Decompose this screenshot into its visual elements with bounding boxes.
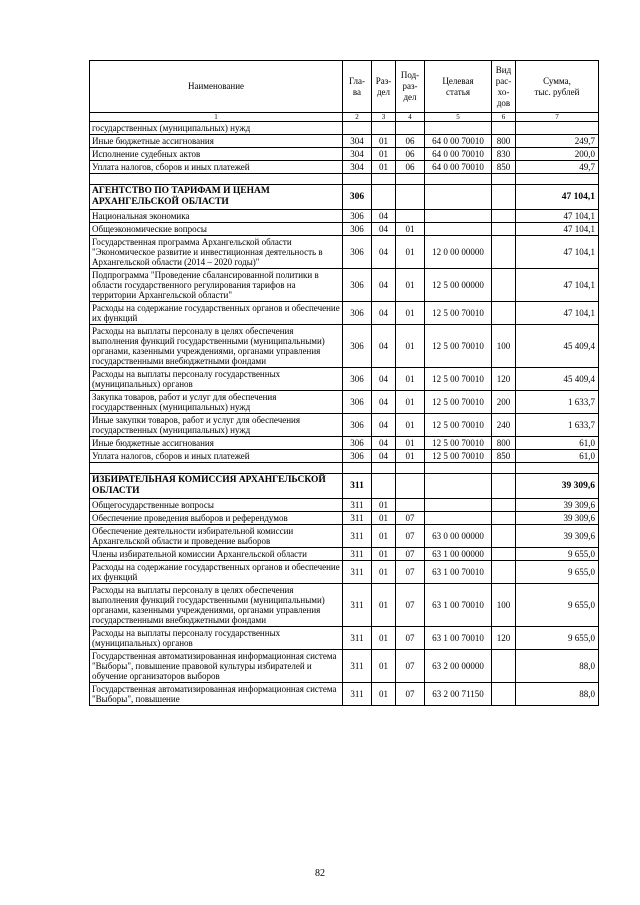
row-sum: 9 655,0: [516, 548, 599, 561]
row-target: 63 1 00 70010: [425, 584, 492, 627]
header-sum: Сумма, тыс. рублей: [516, 61, 599, 113]
row-chapter: 306: [343, 210, 372, 223]
row-name: Расходы на выплаты персоналу государственных (муниципальных) органов: [90, 368, 343, 391]
row-chapter: 306: [343, 368, 372, 391]
row-exp-type: [492, 223, 516, 236]
row-name: Государственная автоматизированная информационная система "Выборы", повышение: [90, 683, 343, 706]
spacer-cell: [396, 174, 425, 185]
row-subsection: 06: [396, 161, 425, 174]
row-exp-type: [492, 525, 516, 548]
table-row: [90, 210, 599, 223]
row-name: Члены избирательной комиссии Архангельской области: [90, 548, 343, 561]
row-chapter: 306: [343, 223, 372, 236]
spacer-cell: [90, 463, 343, 474]
row-exp-type: [492, 269, 516, 302]
row-section: 04: [372, 368, 396, 391]
col-number: 2: [343, 113, 372, 122]
row-section: [372, 185, 396, 210]
section-heading-row: [90, 474, 599, 499]
header-subsection: Под- раз- дел: [396, 61, 425, 113]
row-sum: 9 655,0: [516, 561, 599, 584]
row-section: 04: [372, 414, 396, 437]
section-heading-row: [90, 185, 599, 210]
row-sum: 1 633,7: [516, 414, 599, 437]
col-number: 5: [425, 113, 492, 122]
row-section: 01: [372, 161, 396, 174]
row-subsection: 01: [396, 368, 425, 391]
header-exp-type: Вид рас- хо- дов: [492, 61, 516, 113]
row-target: 63 2 00 00000: [425, 650, 492, 683]
row-sum: 45 409,4: [516, 325, 599, 368]
spacer-cell: [372, 174, 396, 185]
row-subsection: 07: [396, 584, 425, 627]
row-subsection: 01: [396, 450, 425, 463]
table-row: [90, 135, 599, 148]
row-sum: 39 309,6: [516, 499, 599, 512]
row-exp-type: [492, 683, 516, 706]
row-exp-type: [492, 474, 516, 499]
row-target: [425, 210, 492, 223]
row-target: 12 5 00 00000: [425, 269, 492, 302]
row-exp-type: [492, 185, 516, 210]
spacer-cell: [425, 463, 492, 474]
row-exp-type: [492, 499, 516, 512]
row-exp-type: 100: [492, 584, 516, 627]
row-target: [425, 512, 492, 525]
row-section: [372, 122, 396, 135]
row-name: Уплата налогов, сборов и иных платежей: [90, 161, 343, 174]
row-subsection: 07: [396, 627, 425, 650]
row-subsection: [396, 122, 425, 135]
row-target: 12 0 00 00000: [425, 236, 492, 269]
row-sum: 47 104,1: [516, 236, 599, 269]
row-section: 04: [372, 391, 396, 414]
row-exp-type: 120: [492, 627, 516, 650]
row-sum: 39 309,6: [516, 512, 599, 525]
row-name: Иные бюджетные ассигнования: [90, 437, 343, 450]
table-row: [90, 450, 599, 463]
row-target: 12 5 00 70010: [425, 325, 492, 368]
row-chapter: 306: [343, 450, 372, 463]
row-exp-type: 200: [492, 391, 516, 414]
row-name: АГЕНТСТВО ПО ТАРИФАМ И ЦЕНАМ АРХАНГЕЛЬСКОЙ ОБЛАСТИ: [90, 185, 343, 210]
row-subsection: [396, 499, 425, 512]
spacer-cell: [516, 174, 599, 185]
row-exp-type: [492, 210, 516, 223]
table-row: [90, 161, 599, 174]
spacer-cell: [372, 463, 396, 474]
row-subsection: [396, 210, 425, 223]
row-chapter: 311: [343, 548, 372, 561]
row-target: 63 1 00 70010: [425, 627, 492, 650]
row-exp-type: 800: [492, 135, 516, 148]
table-row: [90, 627, 599, 650]
page-number: 82: [315, 868, 325, 879]
header-row: [90, 61, 599, 113]
row-subsection: 07: [396, 512, 425, 525]
table-row: [90, 525, 599, 548]
row-exp-type: [492, 236, 516, 269]
row-section: 04: [372, 302, 396, 325]
row-chapter: 304: [343, 161, 372, 174]
row-name: Государственная автоматизированная информационная система "Выборы", повышение правовой культуры избирателей и обучение организаторов выборов: [90, 650, 343, 683]
row-section: 01: [372, 148, 396, 161]
spacer-cell: [492, 174, 516, 185]
table-row: [90, 548, 599, 561]
column-number-row: [90, 113, 599, 122]
table-row: [90, 302, 599, 325]
row-name: Расходы на выплаты персоналу в целях обеспечения выполнения функций государственными (муниципальными) органами, казенными учреждениями, органами управления государственными внебюджетными фондами: [90, 584, 343, 627]
table-row: [90, 512, 599, 525]
table-row: [90, 650, 599, 683]
row-sum: 47 104,1: [516, 269, 599, 302]
row-sum: 9 655,0: [516, 584, 599, 627]
row-section: 04: [372, 236, 396, 269]
table-body: [90, 122, 599, 706]
row-sum: 9 655,0: [516, 627, 599, 650]
row-name: Расходы на содержание государственных органов и обеспечение их функций: [90, 561, 343, 584]
row-chapter: 306: [343, 414, 372, 437]
table-row: [90, 683, 599, 706]
row-section: 01: [372, 683, 396, 706]
spacer-row: [90, 174, 599, 185]
row-subsection: 07: [396, 525, 425, 548]
row-target: [425, 474, 492, 499]
row-target: [425, 223, 492, 236]
row-target: 64 0 00 70010: [425, 135, 492, 148]
row-chapter: 306: [343, 391, 372, 414]
row-chapter: 311: [343, 499, 372, 512]
spacer-cell: [492, 463, 516, 474]
header-name: Наименование: [90, 61, 343, 113]
row-sum: 61,0: [516, 450, 599, 463]
row-name: Иные бюджетные ассигнования: [90, 135, 343, 148]
row-chapter: 311: [343, 561, 372, 584]
row-target: 12 5 00 70010: [425, 437, 492, 450]
spacer-row: [90, 463, 599, 474]
col-number: 6: [492, 113, 516, 122]
row-exp-type: 800: [492, 437, 516, 450]
row-target: 12 5 00 70010: [425, 391, 492, 414]
table-row: [90, 368, 599, 391]
row-subsection: 01: [396, 302, 425, 325]
row-exp-type: [492, 548, 516, 561]
row-section: 04: [372, 437, 396, 450]
row-name: государственных (муниципальных) нужд: [90, 122, 343, 135]
row-sum: 61,0: [516, 437, 599, 450]
row-section: 01: [372, 548, 396, 561]
row-chapter: [343, 122, 372, 135]
row-sum: 200,0: [516, 148, 599, 161]
spacer-cell: [516, 463, 599, 474]
row-sum: [516, 122, 599, 135]
row-section: 01: [372, 525, 396, 548]
row-target: 63 1 00 00000: [425, 548, 492, 561]
row-chapter: 311: [343, 627, 372, 650]
table-row: [90, 437, 599, 450]
row-section: 01: [372, 561, 396, 584]
row-chapter: 311: [343, 512, 372, 525]
row-section: 01: [372, 135, 396, 148]
row-section: 04: [372, 223, 396, 236]
row-subsection: 01: [396, 236, 425, 269]
row-name: Исполнение судебных актов: [90, 148, 343, 161]
row-name: Общеэкономические вопросы: [90, 223, 343, 236]
row-sum: 45 409,4: [516, 368, 599, 391]
row-subsection: 07: [396, 683, 425, 706]
row-exp-type: [492, 122, 516, 135]
row-exp-type: [492, 561, 516, 584]
row-chapter: 304: [343, 135, 372, 148]
col-number: 7: [516, 113, 599, 122]
row-subsection: [396, 474, 425, 499]
row-exp-type: [492, 302, 516, 325]
row-target: [425, 185, 492, 210]
row-name: Национальная экономика: [90, 210, 343, 223]
col-number: 3: [372, 113, 396, 122]
row-section: 04: [372, 269, 396, 302]
row-subsection: 06: [396, 148, 425, 161]
row-target: 12 5 00 70010: [425, 414, 492, 437]
row-sum: 88,0: [516, 683, 599, 706]
row-sum: 47 104,1: [516, 210, 599, 223]
row-subsection: 01: [396, 391, 425, 414]
row-section: 01: [372, 584, 396, 627]
row-name: Подпрограмма "Проведение сбалансированной политики в области государственного регулирования тарифов на территории Архангельской области": [90, 269, 343, 302]
col-number: 4: [396, 113, 425, 122]
row-subsection: 01: [396, 223, 425, 236]
row-sum: 47 104,1: [516, 185, 599, 210]
row-exp-type: 240: [492, 414, 516, 437]
table-row: [90, 269, 599, 302]
row-sum: 49,7: [516, 161, 599, 174]
row-name: Обеспечение проведения выборов и референдумов: [90, 512, 343, 525]
row-chapter: 311: [343, 474, 372, 499]
row-target: 63 2 00 71150: [425, 683, 492, 706]
row-sum: 249,7: [516, 135, 599, 148]
row-target: 63 0 00 00000: [425, 525, 492, 548]
row-subsection: 06: [396, 135, 425, 148]
header-chapter: Гла- ва: [343, 61, 372, 113]
table-row: [90, 148, 599, 161]
row-exp-type: 850: [492, 161, 516, 174]
row-chapter: 306: [343, 437, 372, 450]
col-number: 1: [90, 113, 343, 122]
header-section: Раз- дел: [372, 61, 396, 113]
budget-table: [89, 60, 599, 706]
row-exp-type: [492, 512, 516, 525]
table-row: [90, 584, 599, 627]
row-exp-type: 100: [492, 325, 516, 368]
row-chapter: 306: [343, 269, 372, 302]
table-row: [90, 561, 599, 584]
row-subsection: 01: [396, 325, 425, 368]
row-subsection: [396, 185, 425, 210]
spacer-cell: [425, 174, 492, 185]
row-chapter: 311: [343, 683, 372, 706]
row-name: Расходы на выплаты персоналу в целях обеспечения выполнения функций государственными (муниципальными) органами, казенными учреждениями, органами управления государственными внебюджетными фондами: [90, 325, 343, 368]
table-row: [90, 391, 599, 414]
row-target: 64 0 00 70010: [425, 161, 492, 174]
row-exp-type: 120: [492, 368, 516, 391]
row-target: 12 5 00 70010: [425, 368, 492, 391]
row-chapter: 311: [343, 584, 372, 627]
spacer-cell: [90, 174, 343, 185]
row-sum: 39 309,6: [516, 474, 599, 499]
row-name: ИЗБИРАТЕЛЬНАЯ КОМИССИЯ АРХАНГЕЛЬСКОЙ ОБЛАСТИ: [90, 474, 343, 499]
row-subsection: 07: [396, 561, 425, 584]
table-row: [90, 122, 599, 135]
row-name: Расходы на выплаты персоналу государственных (муниципальных) органов: [90, 627, 343, 650]
row-chapter: 311: [343, 525, 372, 548]
row-section: 01: [372, 499, 396, 512]
row-chapter: 304: [343, 148, 372, 161]
header-target: Целевая статья: [425, 61, 492, 113]
row-target: 64 0 00 70010: [425, 148, 492, 161]
row-sum: 88,0: [516, 650, 599, 683]
row-chapter: 306: [343, 185, 372, 210]
row-chapter: 306: [343, 325, 372, 368]
row-sum: 47 104,1: [516, 223, 599, 236]
row-sum: 39 309,6: [516, 525, 599, 548]
row-section: 01: [372, 512, 396, 525]
row-name: Государственная программа Архангельской области "Экономическое развитие и инвестиционная деятельность в Архангельской области (2014 – 2020 годы)": [90, 236, 343, 269]
spacer-cell: [343, 463, 372, 474]
spacer-cell: [343, 174, 372, 185]
row-subsection: 07: [396, 548, 425, 561]
row-section: 04: [372, 450, 396, 463]
row-chapter: 311: [343, 650, 372, 683]
row-section: [372, 474, 396, 499]
row-name: Обеспечение деятельности избирательной комиссии Архангельской области и проведение выборов: [90, 525, 343, 548]
table-row: [90, 414, 599, 437]
row-subsection: 07: [396, 650, 425, 683]
row-target: [425, 122, 492, 135]
row-subsection: 01: [396, 437, 425, 450]
row-sum: 1 633,7: [516, 391, 599, 414]
row-section: 01: [372, 627, 396, 650]
row-sum: 47 104,1: [516, 302, 599, 325]
row-chapter: 306: [343, 302, 372, 325]
row-target: 12 5 00 70010: [425, 450, 492, 463]
table-row: [90, 223, 599, 236]
row-target: [425, 499, 492, 512]
row-chapter: 306: [343, 236, 372, 269]
row-exp-type: 850: [492, 450, 516, 463]
row-name: Иные закупки товаров, работ и услуг для обеспечения государственных (муниципальных) нужд: [90, 414, 343, 437]
row-section: 01: [372, 650, 396, 683]
row-exp-type: [492, 650, 516, 683]
row-subsection: 01: [396, 269, 425, 302]
table-row: [90, 499, 599, 512]
row-exp-type: 830: [492, 148, 516, 161]
table-row: [90, 325, 599, 368]
row-section: 04: [372, 325, 396, 368]
row-subsection: 01: [396, 414, 425, 437]
row-name: Общегосударственные вопросы: [90, 499, 343, 512]
row-name: Расходы на содержание государственных органов и обеспечение их функций: [90, 302, 343, 325]
row-target: 12 5 00 70010: [425, 302, 492, 325]
spacer-cell: [396, 463, 425, 474]
table-row: [90, 236, 599, 269]
row-section: 04: [372, 210, 396, 223]
row-target: 63 1 00 70010: [425, 561, 492, 584]
row-name: Закупка товаров, работ и услуг для обеспечения государственных (муниципальных) нужд: [90, 391, 343, 414]
row-name: Уплата налогов, сборов и иных платежей: [90, 450, 343, 463]
